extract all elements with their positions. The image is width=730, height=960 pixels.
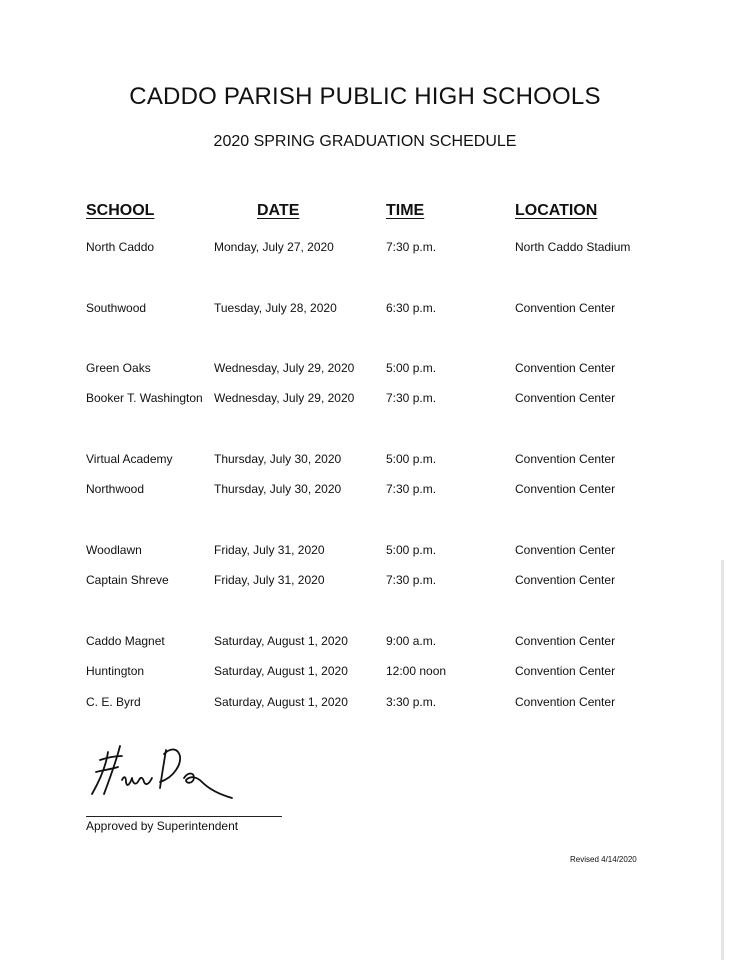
date-cell: Friday, July 31, 2020 (214, 543, 325, 557)
superintendent-signature (86, 736, 236, 808)
revision-note: Revised 4/14/2020 (570, 855, 637, 864)
location-cell: Convention Center (515, 482, 616, 496)
time-cell: 7:30 p.m. (386, 482, 437, 496)
date-cell: Wednesday, July 29, 2020 (214, 361, 355, 375)
signature-line (86, 816, 282, 817)
document-subtitle: 2020 SPRING GRADUATION SCHEDULE (213, 133, 517, 150)
location-cell: Convention Center (515, 543, 616, 557)
location-cell: Convention Center (515, 664, 616, 678)
date-cell: Saturday, August 1, 2020 (214, 664, 348, 678)
date-cell: Saturday, August 1, 2020 (214, 634, 348, 648)
time-cell: 3:30 p.m. (386, 695, 437, 709)
location-cell: Convention Center (515, 361, 616, 375)
school-cell: Huntington (86, 664, 145, 678)
location-cell: Convention Center (515, 573, 616, 587)
time-cell: 5:00 p.m. (386, 452, 437, 466)
location-cell: Convention Center (515, 301, 616, 315)
header-time: TIME (386, 202, 425, 219)
school-cell: Southwood (86, 301, 147, 315)
header-school: SCHOOL (86, 202, 155, 219)
document-title: CADDO PARISH PUBLIC HIGH SCHOOLS (129, 83, 601, 110)
time-cell: 7:30 p.m. (386, 391, 437, 405)
header-location: LOCATION (515, 202, 598, 219)
time-cell: 9:00 a.m. (386, 634, 437, 648)
approved-label: Approved by Superintendent (86, 819, 239, 833)
time-cell: 12:00 noon (386, 664, 447, 678)
header-date: DATE (257, 202, 300, 219)
date-cell: Wednesday, July 29, 2020 (214, 391, 355, 405)
time-cell: 6:30 p.m. (386, 301, 437, 315)
school-cell: Booker T. Washington (86, 391, 203, 405)
school-cell: Captain Shreve (86, 573, 169, 587)
school-cell: Caddo Magnet (86, 634, 165, 648)
date-cell: Monday, July 27, 2020 (214, 240, 334, 254)
date-cell: Saturday, August 1, 2020 (214, 695, 348, 709)
time-cell: 7:30 p.m. (386, 573, 437, 587)
school-cell: C. E. Byrd (86, 695, 141, 709)
school-cell: Woodlawn (86, 543, 142, 557)
time-cell: 5:00 p.m. (386, 361, 437, 375)
date-cell: Tuesday, July 28, 2020 (214, 301, 337, 315)
location-cell: Convention Center (515, 452, 616, 466)
time-cell: 5:00 p.m. (386, 543, 437, 557)
location-cell: North Caddo Stadium (515, 240, 631, 254)
date-cell: Friday, July 31, 2020 (214, 573, 325, 587)
location-cell: Convention Center (515, 391, 616, 405)
date-cell: Thursday, July 30, 2020 (214, 452, 342, 466)
school-cell: Green Oaks (86, 361, 151, 375)
school-cell: Northwood (86, 482, 145, 496)
date-cell: Thursday, July 30, 2020 (214, 482, 342, 496)
location-cell: Convention Center (515, 634, 616, 648)
school-cell: Virtual Academy (86, 452, 173, 466)
school-cell: North Caddo (86, 240, 155, 254)
page-edge-shadow (721, 560, 724, 960)
time-cell: 7:30 p.m. (386, 240, 437, 254)
location-cell: Convention Center (515, 695, 616, 709)
